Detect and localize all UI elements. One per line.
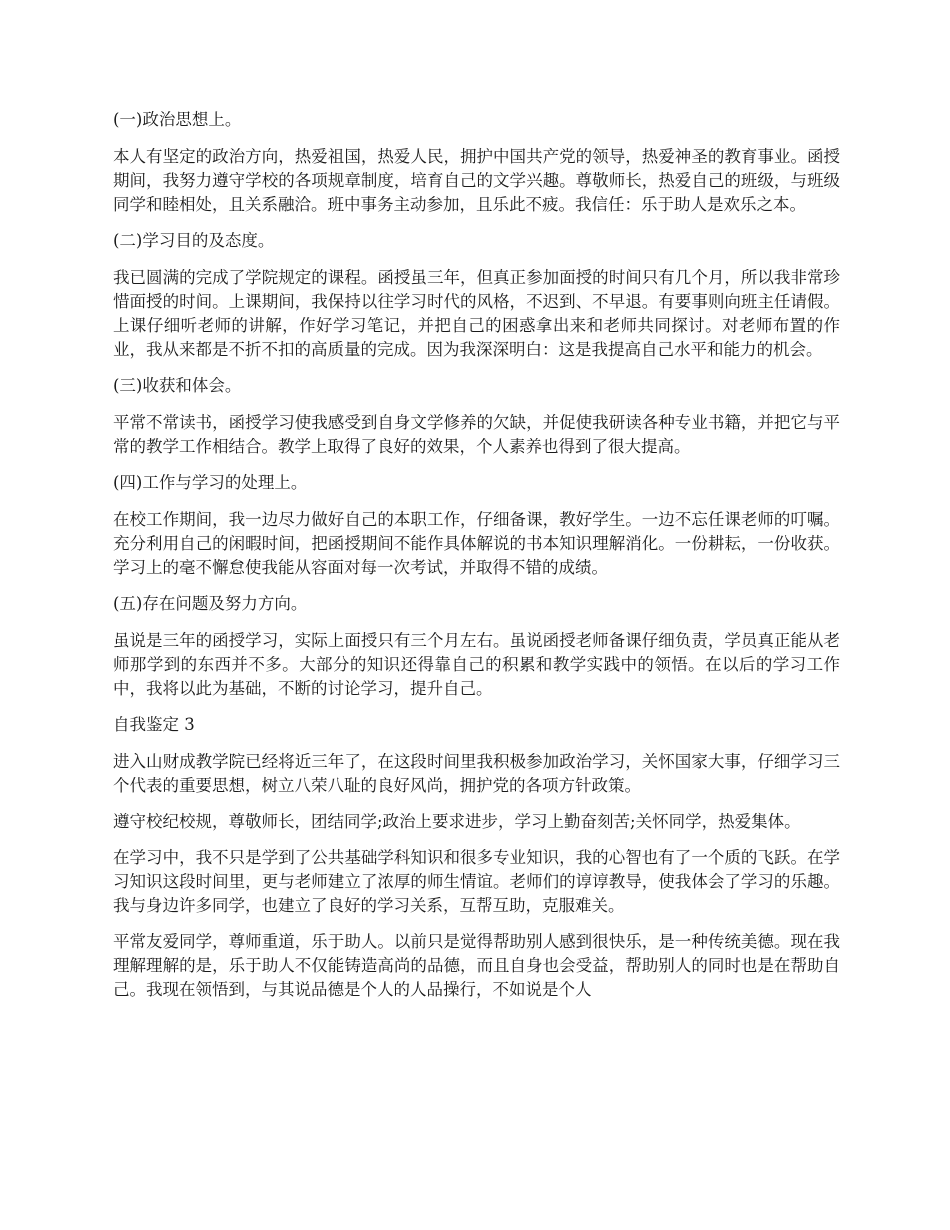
- section-heading-problems: (五)存在问题及努力方向。: [113, 594, 308, 613]
- paragraph-work-study: 在校工作期间，我一边尽力做好自己的本职工作，仔细备课，教好学生。一边不忘任课老师的叮嘱。充分利用自己的闲暇时间，把函授期间不能作具体解说的书本知识理解消化。一份耕耘，一份收获。学习上的毫不懈怠使我能从容面对每一次考试，并取得不错的成绩。: [113, 510, 840, 577]
- section-heading-political: (一)政治思想上。: [113, 110, 242, 129]
- paragraph-enrollment: 进入山财成教学院已经将近三年了，在这段时间里我积极参加政治学习，关怀国家大事，仔细学习三个代表的重要思想，树立八荣八耻的良好风尚，拥护党的各项方针政策。: [113, 752, 840, 795]
- paragraph-learning: 在学习中，我不只是学到了公共基础学科知识和很多专业知识，我的心智也有了一个质的飞跃。在学习知识这段时间里，更与老师建立了浓厚的师生情谊。老师们的谆谆教导，使我体会了学习的乐趣。我与身边许多同学，也建立了良好的学习关系，互帮互助，克服难关。: [113, 848, 840, 915]
- section-heading-study-goals: (二)学习目的及态度。: [113, 231, 275, 250]
- paragraph-problems: 虽说是三年的函授学习，实际上面授只有三个月左右。虽说函授老师备课仔细负责，学员真正能从老师那学到的东西并不多。大部分的知识还得靠自己的积累和教学实践中的领悟。在以后的学习工作中，我将以此为基础，不断的讨论学习，提升自己。: [113, 631, 840, 698]
- section-heading-gains: (三)收获和体会。: [113, 376, 242, 395]
- document-page: [113, 108, 840, 1014]
- paragraph-discipline: 遵守校纪校规，尊敬师长，团结同学;政治上要求进步，学习上勤奋刻苦;关怀同学，热爱集体。: [113, 812, 801, 831]
- paragraph-political: 本人有坚定的政治方向，热爱祖国，热爱人民，拥护中国共产党的领导，热爱神圣的教育事业。函授期间，我努力遵守学校的各项规章制度，培育自己的文学兴趣。尊敬师长，热爱自己的班级，与班级同学和睦相处，且关系融洽。班中事务主动参加，且乐此不疲。我信任：乐于助人是欢乐之本。: [113, 147, 840, 214]
- section-heading-self-assessment-3: 自我鉴定 3: [113, 715, 195, 734]
- paragraph-study-goals: 我已圆满的完成了学院规定的课程。函授虽三年，但真正参加面授的时间只有几个月，所以我非常珍惜面授的时间。上课期间，我保持以往学习时代的风格，不迟到、不早退。有要事则向班主任请假。上课仔细听老师的讲解，作好学习笔记，并把自己的困惑拿出来和老师共同探讨。对老师布置的作业，我从来都是不折不扣的高质量的完成。因为我深深明白：这是我提高自己水平和能力的机会。: [113, 268, 840, 359]
- paragraph-helping-others: 平常友爱同学，尊师重道，乐于助人。以前只是觉得帮助别人感到很快乐，是一种传统美德。现在我理解理解的是，乐于助人不仅能铸造高尚的品德，而且自身也会受益，帮助别人的同时也是在帮助自己。我现在领悟到，与其说品德是个人的人品操行，不如说是个人: [113, 932, 840, 999]
- section-heading-work-study: (四)工作与学习的处理上。: [113, 473, 308, 492]
- paragraph-gains: 平常不常读书，函授学习使我感受到自身文学修养的欠缺，并促使我研读各种专业书籍，并把它与平常的教学工作相结合。教学上取得了良好的效果，个人素养也得到了很大提高。: [113, 413, 840, 456]
